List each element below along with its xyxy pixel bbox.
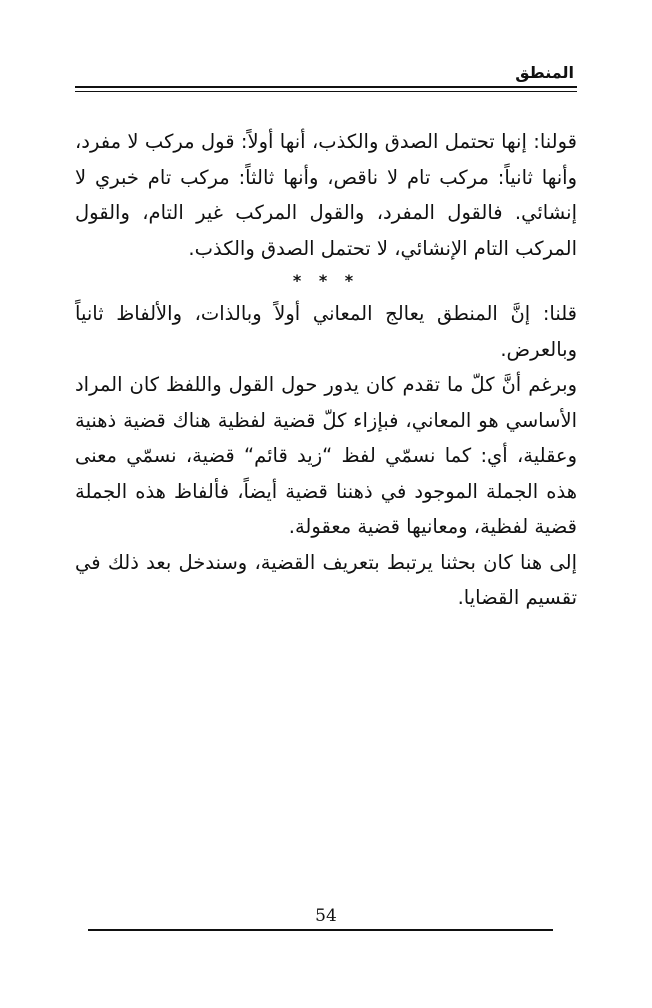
paragraph-definition: قولنا: إنها تحتمل الصدق والكذب، أنها أولاً: قول مركب لا مفرد، وأنها ثانياً: مركب تام لا ناقص، وأنها ثالثاً: مركب تام خبري لا إنشائي. فالقول المفرد، والقول المركب غير التام، والقول المركب التام الإنشائي، لا تحتمل الصدق والكذب. bbox=[75, 130, 577, 260]
running-header-title: المنطق bbox=[515, 63, 574, 82]
page-body bbox=[75, 124, 577, 616]
section-separator: * * * bbox=[292, 271, 360, 290]
header-double-rule bbox=[75, 86, 577, 95]
header-rule-bottom bbox=[75, 91, 577, 92]
page-number: 54 bbox=[315, 906, 337, 926]
paragraph-proposition-types: وبرغم أنَّ كلّ ما تقدم كان يدور حول القول واللفظ كان المراد الأساسي هو المعاني، فبإزاء كلّ قضية لفظية هناك قضية ذهنية وعقلية، أي: كما نسمّي لفظ “زيد قائم“ قضية، نسمّي معنى هذه الجملة الموجود في ذهننا قضية أيضاً، فألفاظ هذه الجملة قضية لفظية، ومعانيها قضية معقولة. bbox=[75, 373, 577, 538]
paragraph-transition: إلى هنا كان بحثنا يرتبط بتعريف القضية، وسندخل بعد ذلك في تقسيم القضايا. bbox=[75, 550, 577, 609]
paragraph-meanings: قلنا: إنَّ المنطق يعالج المعاني أولاً وبالذات، والألفاظ ثانياً وبالعرض. bbox=[75, 302, 577, 361]
footer-rule bbox=[88, 929, 553, 931]
header-rule-top bbox=[75, 86, 577, 88]
